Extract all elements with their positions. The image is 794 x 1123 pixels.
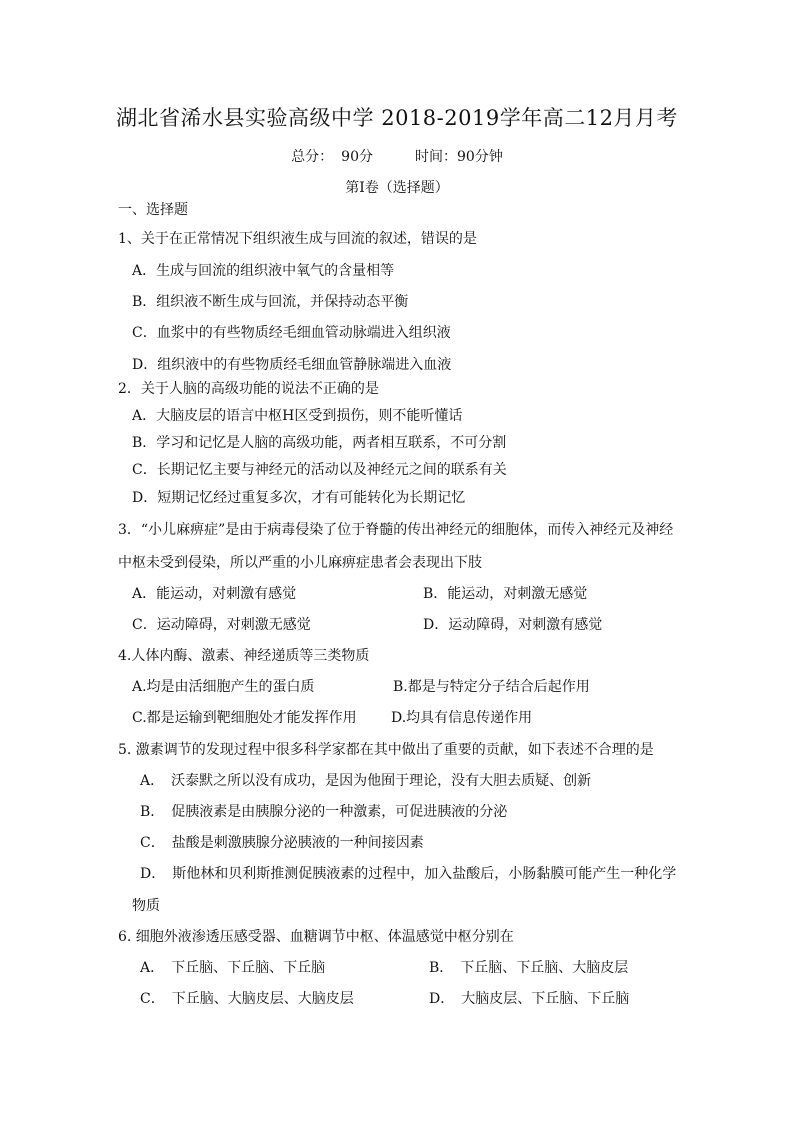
option-c: C．长期记忆主要与神经元的活动以及神经元之间的联系有关	[132, 462, 507, 478]
option-d: D．短期记忆经过重复多次，才有可能转化为长期记忆	[132, 490, 466, 506]
option-c: C． 下丘脑、大脑皮层、大脑皮层	[140, 991, 354, 1007]
option-d-continuation: 物质	[132, 898, 160, 914]
question-stem: 2．关于人脑的高级功能的说法不正确的是	[118, 381, 379, 397]
question-stem-line-1: 3．“小儿麻痹症”是由于病毒侵染了位于脊髓的传出神经元的细胞体，而传入神经元及神经	[118, 522, 674, 538]
volume-heading: 第I卷（选择题）	[345, 180, 449, 196]
time-label: 时间：	[415, 149, 457, 165]
option-c: C．运动障碍，对刺激无感觉	[132, 617, 311, 633]
option-c: C．血浆中的有些物质经毛细血管动脉端进入组织液	[132, 325, 451, 341]
option-b: B.都是与特定分子结合后起作用	[393, 679, 590, 695]
exam-title: 湖北省浠水县实验高级中学 2018-2019学年高二12月月考	[116, 106, 678, 130]
exam-meta	[0, 146, 794, 166]
question-stem: 5. 激素调节的发现过程中很多科学家都在其中做出了重要的贡献，如下表述不合理的是	[118, 742, 654, 758]
option-b: B． 下丘脑、下丘脑、大脑皮层	[429, 960, 629, 976]
question-stem: 6. 细胞外液渗透压感受器、血糖调节中枢、体温感觉中枢分别在	[118, 929, 514, 945]
option-b: B．组织液不断生成与回流，并保持动态平衡	[132, 294, 409, 310]
time-value: 90分钟	[457, 149, 503, 165]
option-a: A．大脑皮层的语言中枢H区受到损伤，则不能听懂话	[132, 408, 463, 424]
option-a: A． 沃泰默之所以没有成功，是因为他囿于理论，没有大胆去质疑、创新	[140, 773, 592, 789]
option-b: B．学习和记忆是人脑的高级功能，两者相互联系，不可分割	[132, 435, 507, 451]
total-score-label: 总分：	[291, 149, 334, 165]
question-stem: 4.人体内酶、激素、神经递质等三类物质	[118, 648, 370, 664]
option-d: D． 大脑皮层、下丘脑、下丘脑	[429, 991, 630, 1007]
option-d: D． 斯他林和贝利斯推测促胰液素的过程中，加入盐酸后，小肠黏膜可能产生一种化学	[140, 866, 677, 882]
option-b: B．能运动，对刺激无感觉	[423, 586, 588, 602]
section-heading: 一、选择题	[118, 202, 188, 218]
option-a: A． 下丘脑、下丘脑、下丘脑	[140, 960, 326, 976]
option-c: C． 盐酸是刺激胰腺分泌胰液的一种间接因素	[140, 835, 424, 851]
option-d: D．运动障碍，对刺激有感觉	[423, 617, 603, 633]
option-a: A．生成与回流的组织液中氧气的含量相等	[132, 263, 395, 279]
option-a: A.均是由活细胞产生的蛋白质	[132, 679, 315, 695]
option-b: B． 促胰液素是由胰腺分泌的一种激素，可促进胰液的分泌	[140, 804, 508, 820]
option-a: A．能运动，对刺激有感觉	[132, 586, 297, 602]
option-c: C.都是运输到靶细胞处才能发挥作用	[132, 710, 357, 726]
total-score-value: 90分	[341, 149, 373, 165]
question-stem: 1、关于在正常情况下组织液生成与回流的叙述，错误的是	[118, 231, 477, 247]
option-d: D．组织液中的有些物质经毛细血管静脉端进入血液	[132, 357, 452, 373]
question-stem-line-2: 中枢未受到侵染，所以严重的小儿麻痹症患者会表现出下肢	[118, 555, 482, 571]
option-d: D.均具有信息传递作用	[391, 710, 533, 726]
